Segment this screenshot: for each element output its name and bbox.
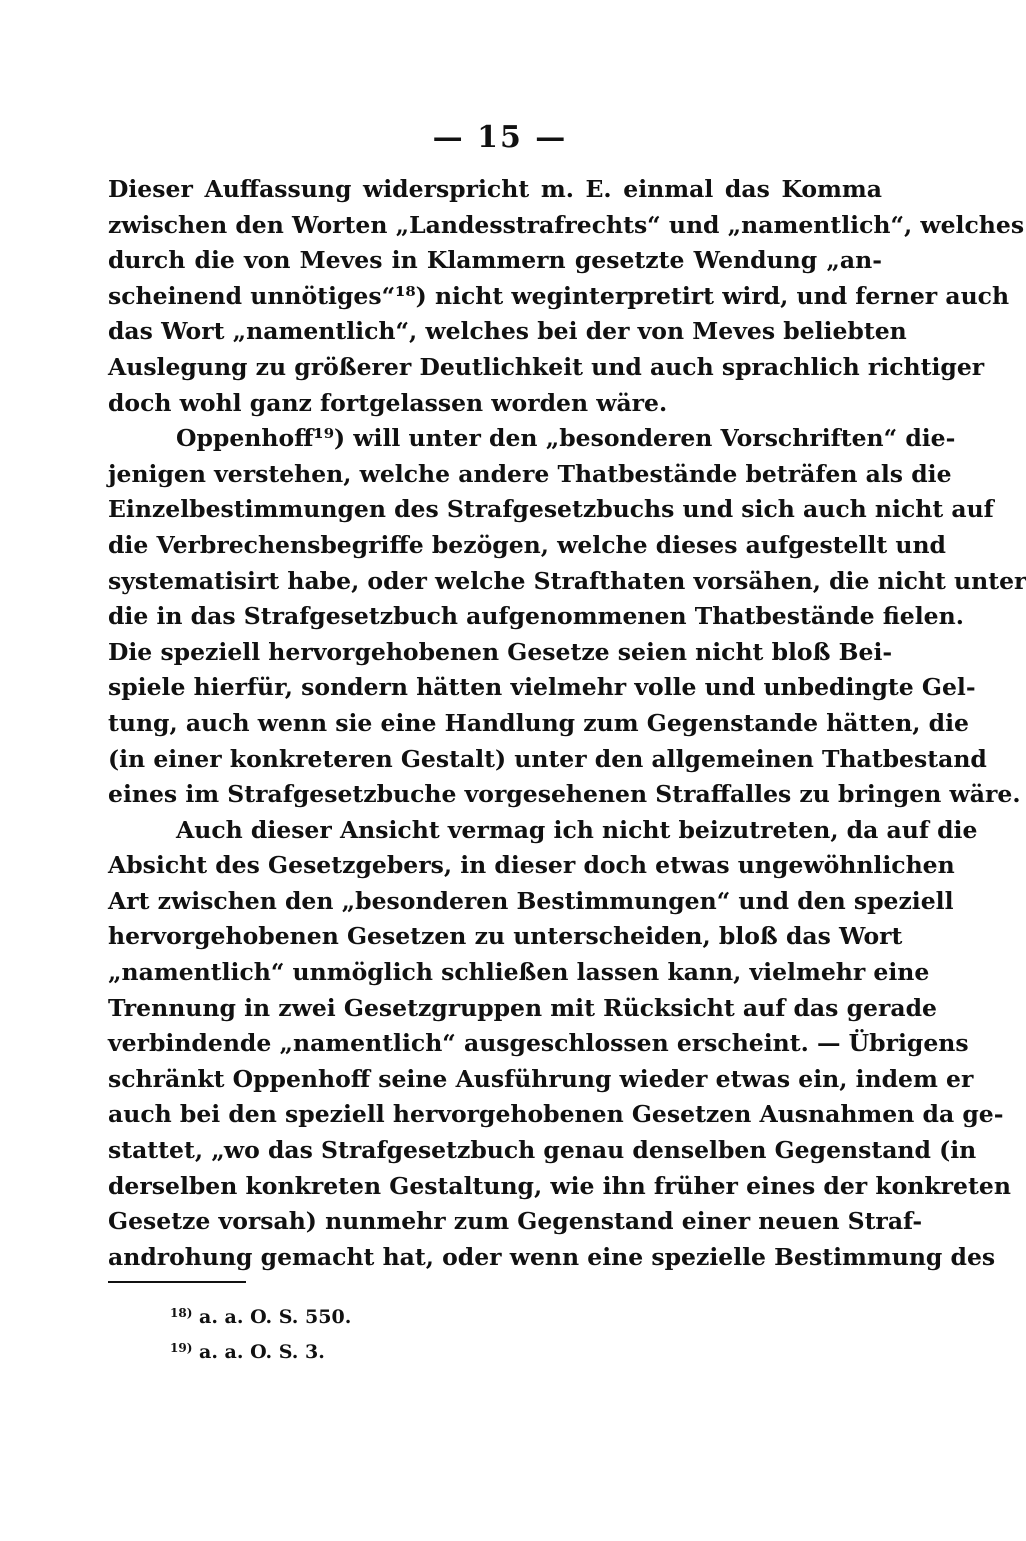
text-line: stattet, „wo das Strafgesetzbuch genau denselben Gegenstand (in bbox=[108, 1136, 977, 1165]
footnote bbox=[170, 1298, 770, 1333]
text-line: (in einer konkreteren Gestalt) unter den allgemeinen Thatbestand bbox=[108, 744, 987, 773]
text-line: derselben konkreten Gestaltung, wie ihn früher eines der konkreten bbox=[108, 1171, 1011, 1200]
footnotes bbox=[170, 1298, 770, 1368]
text-line: systematisirt habe, oder welche Strafthaten vorsähen, die nicht unter bbox=[108, 566, 1026, 595]
text-line: Trennung in zwei Gesetzgruppen mit Rücksicht auf das gerade bbox=[108, 993, 937, 1022]
footnote-mark: 18) bbox=[170, 1306, 193, 1320]
paragraph bbox=[108, 421, 1026, 813]
footnote-text: a. a. O. S. 550. bbox=[199, 1306, 352, 1328]
footnote bbox=[170, 1333, 770, 1368]
text-line: auch bei den speziell hervorgehobenen Gesetzen Ausnahmen da ge- bbox=[108, 1100, 1004, 1129]
text-line: androhung gemacht hat, oder wenn eine spezielle Bestimmung des bbox=[108, 1242, 996, 1271]
text-line: scheinend unnötiges“¹⁸) nicht weginterpretirt wird, und ferner auch bbox=[108, 281, 1010, 310]
text-line: hervorgehobenen Gesetzen zu unterscheiden, bloß das Wort bbox=[108, 922, 903, 951]
paragraph bbox=[108, 172, 1025, 421]
text-line: durch die von Meves in Klammern gesetzte Wendung „an- bbox=[108, 246, 882, 275]
text-line: Absicht des Gesetzgebers, in dieser doch etwas ungewöhnlichen bbox=[108, 851, 955, 880]
text-line: die in das Strafgesetzbuch aufgenommenen Thatbestände fielen. bbox=[108, 602, 964, 631]
text-line: zwischen den Worten „Landesstrafrechts“ und „namentlich“, welches bbox=[108, 210, 1025, 239]
footnote-divider bbox=[108, 1281, 246, 1283]
text-line: das Wort „namentlich“, welches bei der von Meves beliebten bbox=[108, 317, 907, 346]
text-line: spiele hierfür, sondern hätten vielmehr volle und unbedingte Gel- bbox=[108, 673, 976, 702]
text-line: „namentlich“ unmöglich schließen lassen kann, vielmehr eine bbox=[108, 958, 930, 987]
text-line: Dieser Auffassung widerspricht m. E. einmal das Komma bbox=[108, 175, 882, 203]
text-line: doch wohl ganz fortgelassen worden wäre. bbox=[108, 388, 668, 417]
text-line: Auslegung zu größerer Deutlichkeit und auch sprachlich richtiger bbox=[108, 352, 985, 381]
text-line: die Verbrechensbegriffe bezögen, welche dieses aufgestellt und bbox=[108, 530, 946, 559]
text-line: Art zwischen den „besonderen Bestimmungen“ und den speziell bbox=[108, 886, 954, 915]
text-line: Oppenhoff¹⁹) will unter den „besonderen Vorschriften“ die- bbox=[176, 424, 956, 453]
text-line: tung, auch wenn sie eine Handlung zum Gegenstande hätten, die bbox=[108, 708, 969, 737]
footnote-mark: 19) bbox=[170, 1341, 193, 1355]
body-text bbox=[108, 172, 1026, 1275]
text-line: Auch dieser Ansicht vermag ich nicht beizutreten, da auf die bbox=[176, 815, 978, 844]
page-number: — 15 — bbox=[432, 120, 568, 155]
text-line: Gesetze vorsah) nunmehr zum Gegenstand einer neuen Straf- bbox=[108, 1207, 923, 1236]
text-line: Einzelbestimmungen des Strafgesetzbuchs und sich auch nicht auf bbox=[108, 495, 994, 524]
text-line: jenigen verstehen, welche andere Thatbestände beträfen als die bbox=[108, 459, 952, 488]
text-line: eines im Strafgesetzbuche vorgesehenen Straffalles zu bringen wäre. bbox=[108, 780, 1021, 809]
text-line: verbindende „namentlich“ ausgeschlossen erscheint. — Übrigens bbox=[108, 1029, 969, 1058]
text-line: schränkt Oppenhoff seine Ausführung wieder etwas ein, indem er bbox=[108, 1064, 974, 1093]
footnote-text: a. a. O. S. 3. bbox=[199, 1341, 325, 1363]
paragraph bbox=[108, 813, 1011, 1276]
text-line: Die speziell hervorgehobenen Gesetze seien nicht bloß Bei- bbox=[108, 637, 893, 666]
